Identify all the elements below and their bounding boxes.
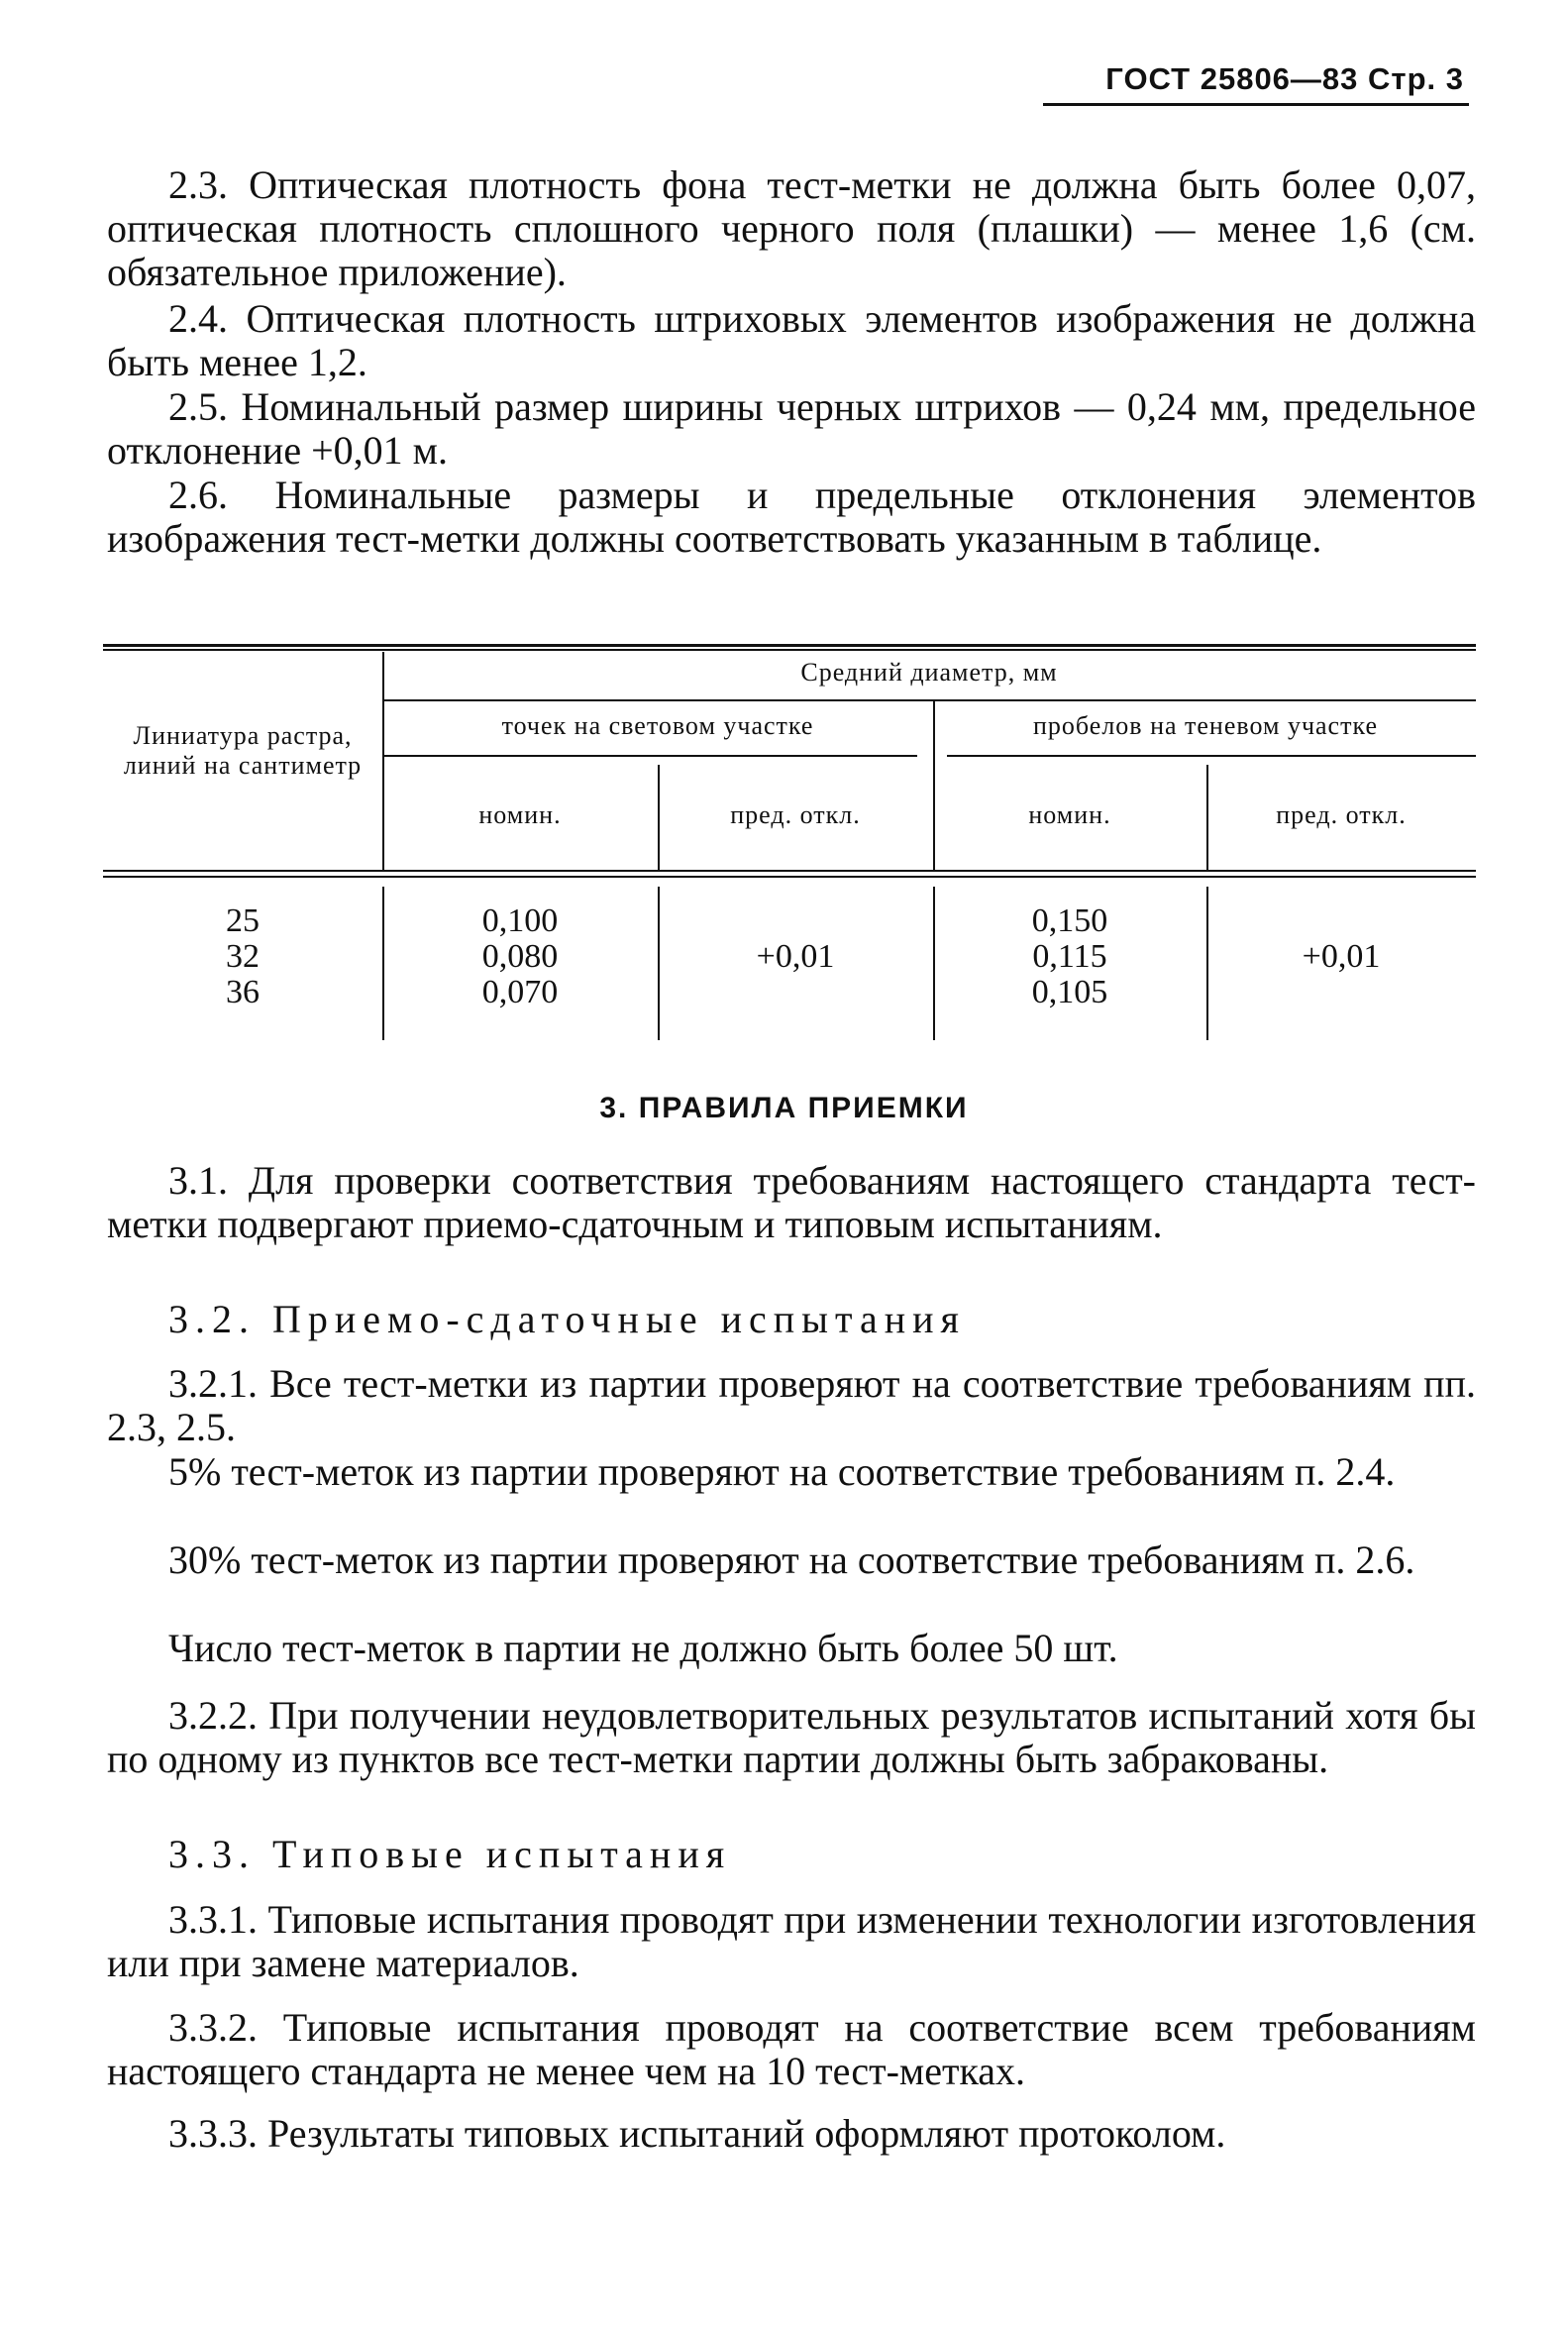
paragraph-3-3-1: 3.3.1. Типовые испытания проводят при изменении технологии изготовления или при замене материалов.	[107, 1897, 1476, 1985]
paragraph-2-6: 2.6. Номинальные размеры и предельные отклонения элементов изображения тест-метки должны соответствовать указанным в таблице.	[107, 473, 1476, 561]
table-cell-light-nominal: 0,100	[481, 902, 559, 939]
paragraph-3-3-3: 3.3.3. Результаты типовых испытаний оформляют протоколом.	[168, 2111, 1226, 2156]
header-mean-diameter: Средний диаметр, мм	[800, 658, 1058, 687]
header-shadow-nominal: номин.	[1028, 800, 1111, 829]
table-header-rule	[103, 870, 1476, 872]
paragraph-3-1: 3.1. Для проверки соответствия требованиям настоящего стандарта тест-метки подвергают приемо-сдаточным и типовым испытаниям.	[107, 1158, 1476, 1246]
dimensions-table	[103, 644, 1476, 1040]
paragraph-2-5: 2.5. Номинальный размер ширины черных штрихов — 0,24 мм, предельное отклонение +0,01 м.	[107, 384, 1476, 473]
paragraph-3-3-2: 3.3.2. Типовые испытания проводят на соответствие всем требованиям настоящего стандарта не менее чем на 10 тест-метках.	[107, 2005, 1476, 2093]
table-cell-shadow-nominal: 0,115	[1032, 938, 1107, 975]
table-cell-light-nominal: 0,080	[481, 938, 559, 975]
paragraph-3-2-1-d: Число тест-меток в партии не должно быть более 50 шт.	[168, 1626, 1118, 1670]
table-rule	[382, 755, 917, 757]
table-cell-raster: 25	[226, 902, 260, 939]
subheading-3-2: 3.2. Приемо-сдаточные испытания	[168, 1297, 966, 1341]
paragraph-3-2-1: 3.2.1. Все тест-метки из партии проверяют на соответствие требованиям пп. 2.3, 2.5.	[107, 1361, 1476, 1449]
table-cell-shadow-nominal: 0,150	[1031, 902, 1108, 939]
paragraph-2-3: 2.3. Оптическая плотность фона тест-метки не должна быть более 0,07, оптическая плотность сплошного черного поля (плашки) — менее 1,6 (см. обязательное приложение).	[107, 162, 1476, 294]
section-title: 3. ПРАВИЛА ПРИЕМКИ	[599, 1092, 969, 1124]
header-shadow-area: пробелов на теневом участке	[1032, 711, 1378, 740]
table-header-rule-2	[103, 876, 1476, 878]
paragraph-3-2-1-c: 30% тест-меток из партии проверяют на соответствие требованиям п. 2.6.	[168, 1537, 1415, 1582]
header-light-nominal: номин.	[478, 800, 562, 829]
header-raster: Линиатура растра, линий на сантиметр	[123, 721, 363, 780]
table-top-rule-2	[103, 649, 1476, 651]
table-top-rule	[103, 644, 1476, 647]
table-rule	[947, 755, 1476, 757]
table-cell-raster: 36	[226, 974, 260, 1010]
header-shadow-deviation: пред. откл.	[1276, 800, 1407, 829]
table-cell-light-nominal: 0,070	[481, 974, 559, 1010]
table-cell-shadow-nominal: 0,105	[1031, 974, 1108, 1010]
paragraph-3-2-2: 3.2.2. При получении неудовлетворительных результатов испытаний хотя бы по одному из пунктов все тест-метки партии должны быть забракованы.	[107, 1693, 1476, 1781]
table-vline	[933, 699, 935, 870]
table-cell-light-deviation: +0,01	[756, 938, 835, 975]
running-header: ГОСТ 25806—83 Стр. 3	[1105, 61, 1464, 96]
table-cell-shadow-deviation: +0,01	[1302, 938, 1381, 975]
table-rule	[382, 699, 1476, 701]
header-light-deviation: пред. откл.	[730, 800, 861, 829]
subheading-3-3: 3.3. Типовые испытания	[168, 1832, 732, 1876]
paragraph-3-2-1-b: 5% тест-меток из партии проверяют на соответствие требованиям п. 2.4.	[168, 1449, 1396, 1494]
header-rule	[1043, 103, 1469, 106]
table-cell-raster: 32	[226, 938, 260, 975]
paragraph-2-4: 2.4. Оптическая плотность штриховых элементов изображения не должна быть менее 1,2.	[107, 296, 1476, 384]
header-light-area: точек на световом участке	[501, 711, 814, 740]
